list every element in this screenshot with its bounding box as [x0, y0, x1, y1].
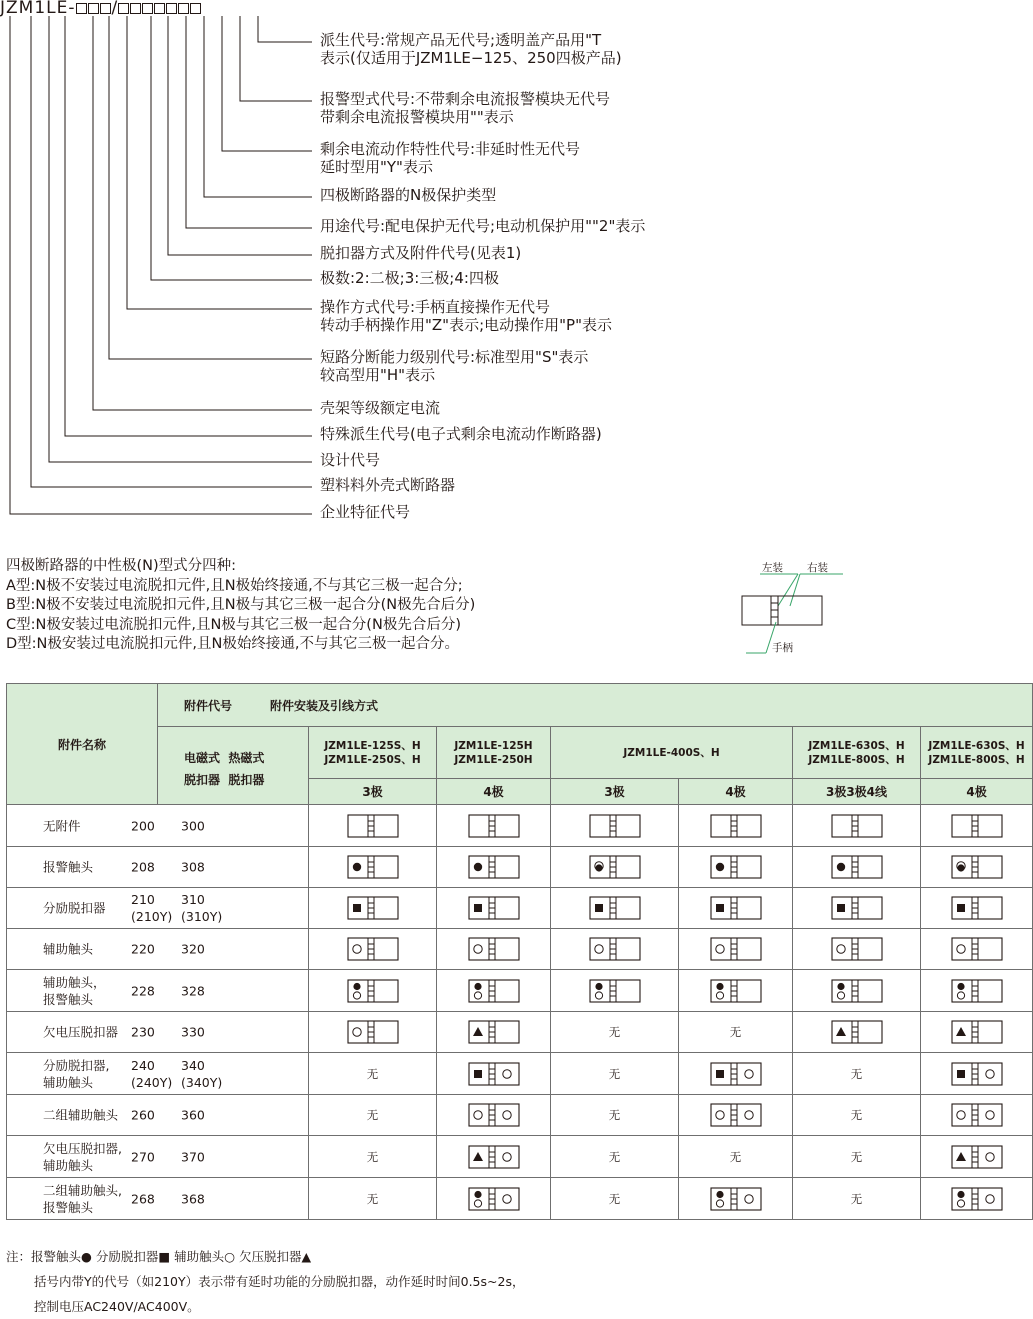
accessory-name-cell	[7, 970, 309, 1012]
header-accessory-name: 附件名称	[7, 684, 158, 805]
accessory-name-cell	[7, 1178, 309, 1220]
none-label: 无	[850, 1149, 863, 1164]
symbol-triangle	[951, 1020, 1003, 1044]
symbol-square_circle	[468, 1062, 520, 1086]
symbol-dotcircle_circle	[951, 1187, 1003, 1211]
table-row	[7, 1178, 1033, 1220]
install-cell	[921, 888, 1033, 929]
pole-header-6: 4极	[921, 779, 1033, 805]
symbol-circle_circle	[951, 1103, 1003, 1127]
install-cell	[551, 805, 679, 847]
install-cell	[309, 1012, 437, 1053]
code-electromagnetic: 230	[131, 1024, 155, 1040]
code-description	[320, 348, 588, 384]
install-cell	[437, 929, 551, 970]
install-cell	[679, 1136, 793, 1178]
symbol-square	[831, 896, 883, 920]
table-row	[7, 929, 1033, 970]
code-thermal-magnetic: 368	[181, 1191, 205, 1206]
install-cell	[793, 805, 921, 847]
symbol-triangle	[831, 1020, 883, 1044]
install-cell	[793, 1095, 921, 1136]
symbol-square	[468, 896, 520, 920]
code-electromagnetic: 200	[131, 818, 155, 833]
label-left-mount: 左装	[762, 562, 783, 574]
description-line: 带剩余电流报警模块用""表示	[320, 108, 514, 126]
header-code: 附件代号	[184, 698, 233, 713]
pole-header-4: 4极	[679, 779, 793, 805]
description-line: 短路分断能力级别代号:标准型用"S"表示	[320, 348, 589, 366]
table-row	[7, 1136, 1033, 1178]
install-cell	[679, 1053, 793, 1095]
accessory-name: 二组辅助触头, 报警触头	[43, 1182, 122, 1215]
code-electromagnetic: 208	[131, 859, 155, 875]
install-cell	[437, 805, 551, 847]
leader-line	[93, 16, 312, 410]
table-row	[7, 888, 1033, 929]
install-cell	[679, 1012, 793, 1053]
symbol-triangle	[468, 1020, 520, 1044]
description-line: 报警型式代号:不带剩余电流报警模块无代号	[320, 90, 611, 108]
install-cell	[921, 847, 1033, 888]
n-type-b: B型:N极不安装过电流脱扣元件,且N极与其它三极一起合分(N极先合后分)	[6, 597, 476, 613]
install-cell	[437, 847, 551, 888]
install-cell	[679, 970, 793, 1012]
none-label: 无	[729, 1025, 742, 1039]
description-line: 极数:2:二极;3:三极;4:四极	[320, 269, 499, 287]
install-cell	[309, 970, 437, 1012]
model-code-prefix: JZM1LE-	[0, 0, 76, 18]
model-header-4: JZM1LE-630S、H JZM1LE-800S、H	[793, 727, 921, 779]
install-cell	[793, 1012, 921, 1053]
leader-line	[151, 16, 312, 280]
none-label: 无	[366, 1108, 379, 1122]
symbol-dot	[468, 855, 520, 879]
symbol-square_circle	[710, 1062, 762, 1086]
none-label: 无	[366, 1066, 379, 1081]
handle-diagram	[738, 558, 848, 658]
install-cell	[679, 1178, 793, 1220]
description-line: 剩余电流动作特性代号:非延时性无代号	[320, 140, 581, 158]
leader-line	[65, 16, 312, 436]
accessory-name: 分励脱扣器, 辅助触头	[43, 1057, 110, 1090]
code-electromagnetic: 240 (240Y)	[131, 1057, 173, 1090]
code-thermal-magnetic: 340 (340Y)	[181, 1057, 223, 1090]
symbol-circle	[589, 937, 641, 961]
symbol-circle	[347, 937, 399, 961]
install-cell	[437, 1012, 551, 1053]
install-cell	[437, 1136, 551, 1178]
header-thermal: 热磁式	[228, 751, 265, 765]
pole-header-5: 3极3极4线	[793, 779, 921, 805]
description-line: 转动手柄操作用"Z"表示;电动操作用"P"表示	[320, 316, 612, 334]
code-description	[320, 90, 610, 126]
header-install: 附件安装及引线方式	[270, 698, 379, 713]
model-header-5: JZM1LE-630S、H JZM1LE-800S、H	[921, 727, 1033, 779]
install-cell	[437, 1053, 551, 1095]
install-cell	[921, 1136, 1033, 1178]
handle-diagram-graphic	[738, 558, 848, 658]
accessory-table	[6, 683, 1033, 1220]
symbol-triangle_circle	[951, 1145, 1003, 1169]
description-line: 特殊派生代号(电子式剩余电流动作断路器)	[320, 425, 602, 443]
symbol-dot	[831, 855, 883, 879]
description-line: 壳架等级额定电流	[320, 399, 441, 417]
note-legend: 注：报警触头● 分励脱扣器■ 辅助触头○ 欠压脱扣器▲	[6, 1249, 312, 1264]
code-electromagnetic: 220	[131, 941, 155, 957]
accessory-name: 辅助触头	[43, 941, 94, 957]
symbol-dotcircle	[589, 979, 641, 1003]
symbol-dotring	[951, 855, 1003, 879]
install-cell	[551, 847, 679, 888]
code-description	[320, 451, 380, 469]
model-code-separator: /	[111, 0, 119, 18]
symbol-empty	[951, 814, 1003, 838]
code-description	[320, 244, 521, 262]
table-row	[7, 805, 1033, 847]
install-cell	[921, 929, 1033, 970]
code-thermal-magnetic: 300	[181, 818, 205, 833]
install-cell	[309, 888, 437, 929]
header-code-install	[158, 684, 1033, 727]
accessory-name-cell	[7, 1012, 309, 1053]
code-description	[320, 269, 499, 287]
model-header-1: JZM1LE-125S、H JZM1LE-250S、H	[309, 727, 437, 779]
code-electromagnetic: 270	[131, 1149, 155, 1164]
accessory-name-cell	[7, 929, 309, 970]
install-cell	[551, 888, 679, 929]
symbol-dotcircle	[347, 979, 399, 1003]
install-cell	[309, 1095, 437, 1136]
install-cell	[793, 970, 921, 1012]
pole-header-2: 4极	[437, 779, 551, 805]
symbol-dotcircle	[831, 979, 883, 1003]
symbol-dot	[710, 855, 762, 879]
table-row	[7, 1053, 1033, 1095]
install-cell	[551, 929, 679, 970]
symbol-dotcircle	[951, 979, 1003, 1003]
install-cell	[437, 970, 551, 1012]
install-cell	[551, 1053, 679, 1095]
table-row	[7, 970, 1033, 1012]
description-line: 延时型用"Y"表示	[320, 158, 433, 176]
table-row	[7, 1012, 1033, 1053]
symbol-square	[951, 896, 1003, 920]
install-cell	[551, 970, 679, 1012]
note-voltage: 控制电压AC240V/AC400V。	[34, 1299, 200, 1314]
accessory-name: 二组辅助触头	[43, 1107, 119, 1123]
code-thermal-magnetic: 360	[181, 1107, 205, 1123]
symbol-dot	[347, 855, 399, 879]
symbol-square	[347, 896, 399, 920]
model-header-3: JZM1LE-400S、H	[551, 727, 793, 779]
n-pole-types	[6, 557, 475, 655]
leader-line	[31, 16, 312, 487]
accessory-name: 报警触头	[43, 859, 94, 875]
code-description	[320, 399, 440, 417]
install-cell	[551, 1178, 679, 1220]
symbol-dotcircle_circle	[710, 1187, 762, 1211]
symbol-dotcircle_circle	[468, 1187, 520, 1211]
none-label: 无	[608, 1149, 621, 1164]
code-description	[320, 217, 645, 235]
model-header-2: JZM1LE-125H JZM1LE-250H	[437, 727, 551, 779]
install-cell	[793, 1053, 921, 1095]
install-cell	[551, 1012, 679, 1053]
none-label: 无	[366, 1191, 379, 1206]
code-thermal-magnetic: 308	[181, 859, 205, 875]
code-electromagnetic: 268	[131, 1191, 155, 1206]
install-cell	[437, 1095, 551, 1136]
symbol-empty	[468, 814, 520, 838]
symbol-circle	[710, 937, 762, 961]
description-line: 操作方式代号:手柄直接操作无代号	[320, 298, 551, 316]
accessory-name-cell	[7, 805, 309, 847]
install-cell	[793, 1136, 921, 1178]
none-label: 无	[608, 1191, 621, 1206]
code-thermal-magnetic: 310 (310Y)	[181, 892, 223, 924]
pole-header-3: 3极	[551, 779, 679, 805]
code-thermal-magnetic: 328	[181, 983, 205, 998]
symbol-circle	[951, 937, 1003, 961]
none-label: 无	[608, 1066, 621, 1081]
install-cell	[309, 1053, 437, 1095]
install-cell	[309, 929, 437, 970]
leader-line	[240, 16, 312, 101]
none-label: 无	[850, 1191, 863, 1206]
code-description	[320, 503, 410, 521]
header-release1: 脱扣器	[184, 773, 221, 787]
symbol-dotring	[589, 855, 641, 879]
install-cell	[793, 888, 921, 929]
n-type-d: D型:N极安装过电流脱扣元件,且N极始终接通,不与其它三极一起合分。	[6, 636, 459, 652]
install-cell	[551, 1095, 679, 1136]
code-description	[320, 425, 602, 443]
symbol-triangle_circle	[468, 1145, 520, 1169]
none-label: 无	[608, 1025, 621, 1039]
header-release2: 脱扣器	[228, 773, 265, 787]
leader-line	[10, 16, 312, 514]
notes	[6, 1244, 524, 1319]
code-description	[320, 476, 455, 494]
accessory-name-cell	[7, 847, 309, 888]
accessory-name: 欠电压脱扣器	[43, 1024, 119, 1040]
install-cell	[793, 847, 921, 888]
install-cell	[309, 1136, 437, 1178]
description-line: 企业特征代号	[320, 503, 411, 521]
symbol-dotcircle	[710, 979, 762, 1003]
leader-line	[127, 16, 312, 309]
symbol-square_circle	[951, 1062, 1003, 1086]
install-cell	[551, 1136, 679, 1178]
symbol-square	[589, 896, 641, 920]
code-electromagnetic: 228	[131, 983, 155, 998]
install-cell	[309, 847, 437, 888]
code-description	[320, 186, 496, 204]
none-label: 无	[366, 1149, 379, 1164]
accessory-name: 欠电压脱扣器, 辅助触头	[43, 1140, 122, 1173]
symbol-dotcircle	[468, 979, 520, 1003]
description-line: 用途代号:配电保护无代号;电动机保护用""2"表示	[320, 217, 646, 235]
accessory-name: 分励脱扣器	[43, 900, 106, 916]
symbol-circle	[347, 1020, 399, 1044]
symbol-square	[710, 896, 762, 920]
symbol-circle	[831, 937, 883, 961]
code-electromagnetic: 260	[131, 1107, 155, 1123]
accessory-name: 无附件	[43, 818, 81, 833]
symbol-empty	[831, 814, 883, 838]
symbol-circle_circle	[710, 1103, 762, 1127]
accessory-name-cell	[7, 888, 309, 929]
code-electromagnetic: 210 (210Y)	[131, 892, 173, 924]
description-line: 塑料料外壳式断路器	[320, 476, 456, 494]
none-label: 无	[729, 1149, 742, 1164]
install-cell	[921, 970, 1033, 1012]
label-right-mount: 右装	[807, 562, 828, 574]
code-thermal-magnetic: 320	[181, 941, 205, 957]
description-line: 派生代号:常规产品无代号;透明盖产品用"T	[320, 31, 602, 49]
install-cell	[679, 847, 793, 888]
description-line: 四极断路器的N极保护类型	[320, 186, 497, 204]
accessory-name-cell	[7, 1053, 309, 1095]
install-cell	[437, 1178, 551, 1220]
code-description	[320, 140, 580, 176]
install-cell	[679, 805, 793, 847]
install-cell	[679, 929, 793, 970]
install-cell	[793, 1178, 921, 1220]
install-cell	[679, 888, 793, 929]
n-type-c: C型:N极安装过电流脱扣元件,且N极与其它三极一起合分(N极先合后分)	[6, 616, 461, 633]
header-release-types	[158, 727, 309, 805]
label-handle: 手柄	[772, 642, 793, 654]
code-description	[320, 298, 612, 334]
symbol-empty	[589, 814, 641, 838]
install-cell	[679, 1095, 793, 1136]
symbol-empty	[710, 814, 762, 838]
none-label: 无	[850, 1066, 863, 1081]
code-description	[320, 31, 622, 67]
install-cell	[921, 1053, 1033, 1095]
leader-line	[109, 16, 312, 359]
install-cell	[309, 805, 437, 847]
description-line: 设计代号	[320, 451, 381, 469]
leader-line	[204, 16, 312, 197]
install-cell	[309, 1178, 437, 1220]
leader-line	[258, 16, 312, 42]
code-thermal-magnetic: 370	[181, 1149, 205, 1164]
leader-line	[49, 16, 312, 462]
note-delay: 括号内带Y的代号（如210Y）表示带有延时功能的分励脱扣器，动作延时时间0.5s~2s，	[34, 1274, 525, 1289]
leader-lines	[0, 0, 1033, 560]
table-row	[7, 1095, 1033, 1136]
accessory-name-cell	[7, 1095, 309, 1136]
description-line: 表示(仅适用于JZM1LE−125、250四极产品)	[320, 49, 622, 67]
install-cell	[921, 805, 1033, 847]
symbol-circle_circle	[468, 1103, 520, 1127]
install-cell	[921, 1012, 1033, 1053]
install-cell	[793, 929, 921, 970]
header-em: 电磁式	[184, 751, 221, 765]
install-cell	[921, 1178, 1033, 1220]
n-type-a: A型:N极不安装过电流脱扣元件,且N极始终接通,不与其它三极一起合分;	[6, 577, 463, 594]
symbol-empty	[347, 814, 399, 838]
code-thermal-magnetic: 330	[181, 1024, 205, 1040]
none-label: 无	[608, 1108, 621, 1122]
pole-header-1: 3极	[309, 779, 437, 805]
description-line: 脱扣器方式及附件代号(见表1)	[320, 244, 522, 262]
leader-line	[186, 16, 312, 228]
description-line: 较高型用"H"表示	[320, 366, 436, 384]
accessory-name: 辅助触头， 报警触头	[43, 974, 106, 1007]
table-row	[7, 847, 1033, 888]
install-cell	[921, 1095, 1033, 1136]
symbol-circle	[468, 937, 520, 961]
n-types-title: 四极断路器的中性极(N)型式分四种:	[6, 558, 237, 574]
accessory-name-cell	[7, 1136, 309, 1178]
none-label: 无	[850, 1108, 863, 1122]
leader-line	[222, 16, 312, 151]
install-cell	[437, 888, 551, 929]
